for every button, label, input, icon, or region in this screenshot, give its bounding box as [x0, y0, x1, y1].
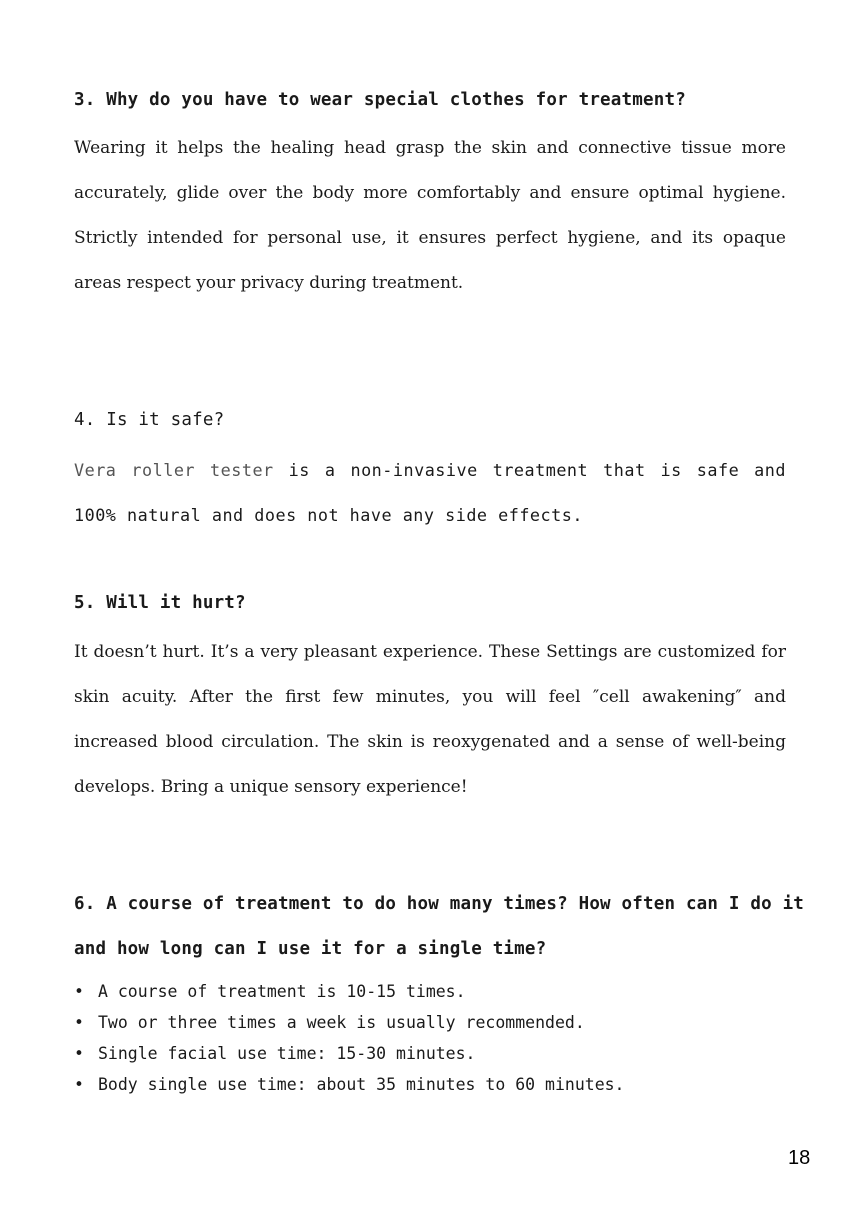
question-3-title: 3. Why do you have to wear special clothes for treatment?: [74, 90, 686, 110]
product-name: Vera roller tester: [74, 460, 274, 480]
bullet-icon: •: [74, 982, 84, 1001]
bullet-icon: •: [74, 1044, 84, 1063]
page-number: 18: [788, 1147, 811, 1169]
list-item: • Single facial use time: 15-30 minutes.: [74, 1038, 786, 1069]
question-4-title: 4. Is it safe?: [74, 410, 225, 430]
question-5-title: 5. Will it hurt?: [74, 593, 246, 613]
question-4-answer: [74, 448, 786, 538]
list-item: • Two or three times a week is usually recommended.: [74, 1007, 786, 1038]
question-6-title-line-2: and how long can I use it for a single time?: [74, 939, 547, 959]
bullet-icon: •: [74, 1075, 84, 1094]
list-item: • Body single use time: about 35 minutes to 60 minutes.: [74, 1069, 786, 1100]
question-3-answer: Wearing it helps the healing head grasp the skin and connective tissue more accurately, glide over the body more comfortably and ensure optimal hygiene. Strictly intended for personal use, it ensures perfect hygiene, and its opaque areas respect your privacy during treatment.: [74, 138, 786, 293]
question-6-bullet-list: [74, 976, 786, 1100]
list-item: • A course of treatment is 10-15 times.: [74, 976, 786, 1007]
question-6-title-line-1: 6. A course of treatment to do how many times? How often can I do it: [74, 894, 805, 914]
bullet-icon: •: [74, 1013, 84, 1032]
question-4-answer-text: is a non-invasive treatment that is safe and 100% natural and does not have any side effects.: [74, 460, 786, 525]
question-5-answer: It doesn’t hurt. It’s a very pleasant experience. These Settings are customized for skin acuity. After the first few minutes, you will feel ″cell awakening″ and increased blood circulation. The skin is reoxygenated and a sense of well-being develops. Bring a unique sensory experience!: [74, 642, 786, 797]
